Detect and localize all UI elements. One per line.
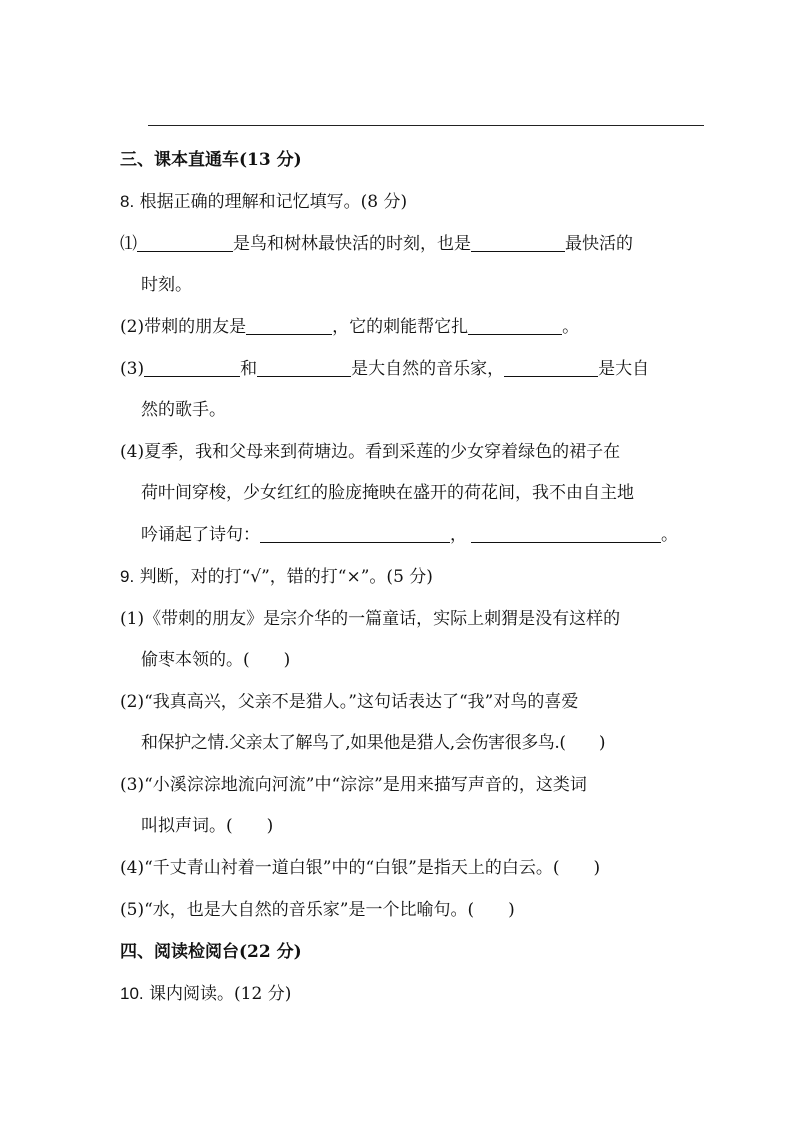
q9-item-3 <box>120 773 690 797</box>
item-text: 是大自然的音乐家， <box>351 359 505 379</box>
item-text: 。 <box>562 317 580 337</box>
fill-blank[interactable] <box>144 358 240 377</box>
item-text: “千丈青山衬着一道白银”中的“白银”是指天上的白云。( ) <box>144 858 601 878</box>
q9-item-5 <box>120 898 690 922</box>
q8-part-1 <box>120 232 690 256</box>
item-text: 。 <box>661 525 678 545</box>
item-label: (2) <box>120 692 145 712</box>
item-label: ⑴ <box>120 234 137 254</box>
item-label: (4) <box>120 442 145 462</box>
question-number: 10. <box>120 984 144 1003</box>
q9-item-2 <box>120 690 690 714</box>
item-text: 带刺的朋友是 <box>144 317 247 337</box>
q9-item-4 <box>120 856 690 880</box>
item-text: 吟诵起了诗句： <box>141 525 260 545</box>
fill-blank[interactable] <box>471 524 661 543</box>
item-label: (4) <box>120 858 145 878</box>
item-label: (3) <box>120 359 145 379</box>
q8-part-4 <box>120 440 690 464</box>
item-text: 是大自 <box>598 359 650 379</box>
fill-blank[interactable] <box>257 358 351 377</box>
item-text: “我真高兴，父亲不是猎人。”这句话表达了“我”对鸟的喜爱 <box>144 692 579 712</box>
q9-item-1 <box>120 607 690 631</box>
item-text: ，它的刺能帮它扎 <box>332 317 469 337</box>
header-rule <box>148 125 704 126</box>
question-number: 8. <box>120 192 135 211</box>
item-text: 《带刺的朋友》是宗介华的一篇童话，实际上刺猬是没有这样的 <box>144 609 621 629</box>
fill-blank[interactable] <box>137 233 233 252</box>
q8-part-3-continued: 然的歌手。 <box>141 400 226 420</box>
fill-blank[interactable] <box>471 233 565 252</box>
item-text: 最快活的 <box>565 234 633 254</box>
q9-item-3-continued: 叫拟声词。( ) <box>141 816 274 836</box>
question-text: 课内阅读。(12 分) <box>149 984 292 1004</box>
q8-part-3 <box>120 357 690 381</box>
q8-part-4-line-3 <box>141 523 711 547</box>
section-3-heading: 三、课本直通车(13 分) <box>120 150 302 170</box>
item-text: 和 <box>240 359 258 379</box>
question-text: 根据正确的理解和记忆填写。(8 分) <box>139 192 408 212</box>
item-text: 夏季，我和父母来到荷塘边。看到采莲的少女穿着绿色的裙子在 <box>144 442 621 462</box>
q8-part-1-continued: 时刻。 <box>141 275 192 295</box>
question-text: 判断，对的打“√”，错的打“×”。(5 分) <box>139 567 433 587</box>
item-text: “小溪淙淙地流向河流”中“淙淙”是用来描写声音的，这类词 <box>144 775 587 795</box>
item-label: (3) <box>120 775 145 795</box>
q9-item-1-continued: 偷枣本领的。( ) <box>141 650 291 670</box>
question-number: 9. <box>120 567 135 586</box>
question-10-title <box>120 982 690 1006</box>
question-9-title <box>120 565 690 589</box>
section-4-heading: 四、阅读检阅台(22 分) <box>120 942 302 962</box>
item-label: (2) <box>120 317 145 337</box>
item-text: 是鸟和树林最快活的时刻，也是 <box>233 234 471 254</box>
item-text: ， <box>450 525 467 545</box>
q9-item-2-continued: 和保护之情.父亲太了解鸟了,如果他是猎人,会伤害很多鸟.( ) <box>141 733 606 753</box>
item-text: “水，也是大自然的音乐家”是一个比喻句。( ) <box>144 900 515 920</box>
fill-blank[interactable] <box>468 316 562 335</box>
question-8-title <box>120 190 690 214</box>
q8-part-2 <box>120 315 690 339</box>
q8-part-4-line-2: 荷叶间穿梭，少女红红的脸庞掩映在盛开的荷花间，我不由自主地 <box>141 483 634 503</box>
fill-blank[interactable] <box>504 358 598 377</box>
fill-blank[interactable] <box>260 524 450 543</box>
item-label: (1) <box>120 609 145 629</box>
fill-blank[interactable] <box>246 316 332 335</box>
item-label: (5) <box>120 900 145 920</box>
